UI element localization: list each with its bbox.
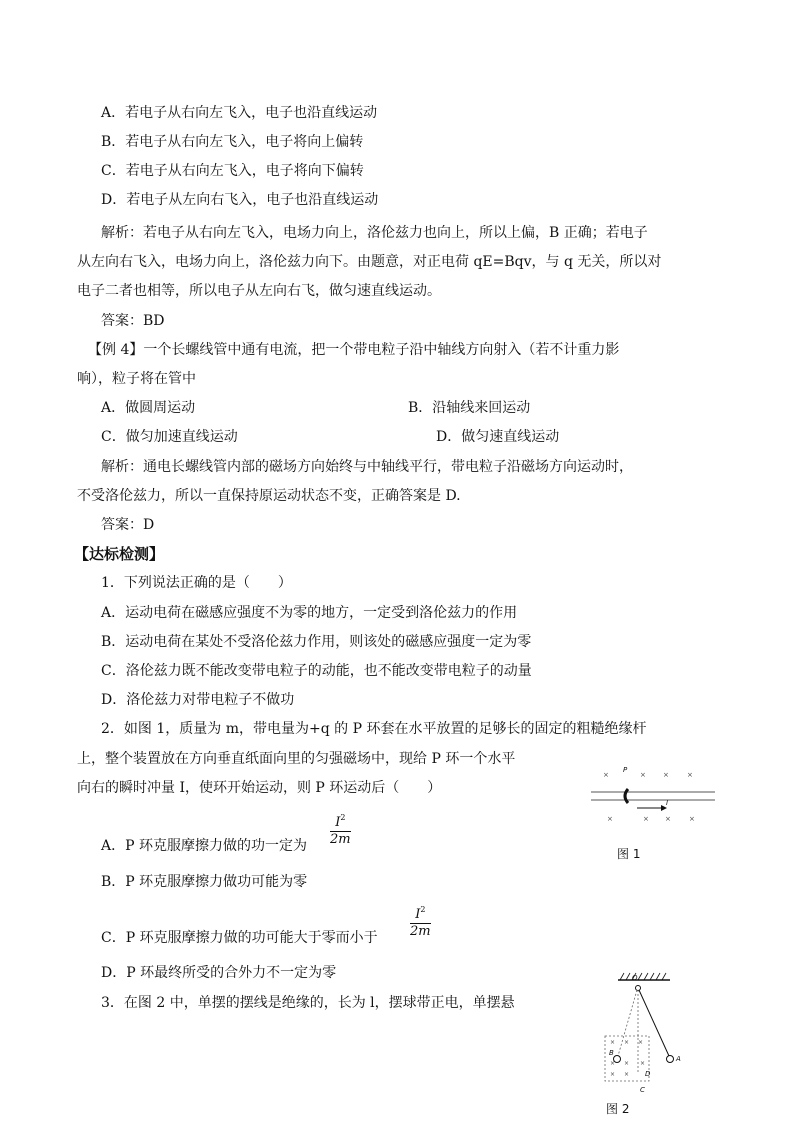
figure-1-caption: 图 1 — [617, 847, 641, 861]
option-a: A．若电子从右向左飞入，电子也沿直线运动 — [101, 105, 378, 121]
option-b: B．沿轴线来回运动 — [408, 400, 531, 416]
svg-text:×: × — [687, 771, 693, 779]
analysis-line: 解析：通电长螺线管内部的磁场方向始终与中轴线平行，带电粒子沿磁场方向运动时， — [101, 459, 633, 475]
option-c: C．做匀加速直线运动 — [101, 429, 238, 445]
figure-2-label-c: C — [640, 1086, 645, 1094]
answer-line: 答案：D — [101, 517, 155, 533]
section-title: 【达标检测】 — [74, 545, 165, 563]
figure-2-label-b: B — [609, 1049, 614, 1057]
option-b: B．若电子从右向左飞入，电子将向上偏转 — [101, 134, 364, 150]
fraction-i-squared-over-2m: $\frac{I^2}{2m}$ — [410, 902, 431, 940]
figure-2-diagram — [598, 972, 698, 1098]
figure-1-label-p: P — [623, 766, 628, 774]
figure-1-diagram — [585, 765, 720, 827]
option-d: D．做匀速直线运动 — [436, 429, 560, 445]
example-4-stem: 响），粒子将在管中 — [77, 371, 196, 387]
svg-text:×: × — [603, 771, 609, 779]
analysis-line: 不受洛伦兹力，所以一直保持原运动状态不变，正确答案是 D. — [77, 488, 461, 504]
question-2-stem: 2．如图 1，质量为 m，带电量为+q 的 P 环套在水平放置的足够长的固定的粗糙绝缘杆 — [101, 721, 647, 737]
svg-text:×: × — [610, 1060, 616, 1067]
option-d: D．P 环最终所受的合外力不一定为零 — [101, 965, 337, 981]
option-c: C．P 环克服摩擦力做的功可能大于零而小于 — [101, 930, 378, 946]
figure-2-label-o: O — [632, 974, 638, 982]
svg-text:×: × — [640, 1060, 646, 1067]
figure-2-label-a: A — [676, 1055, 681, 1063]
example-4-stem: 【例 4】一个长螺线管中通有电流，把一个带电粒子沿中轴线方向射入（若不计重力影 — [88, 342, 620, 358]
question-1-stem: 1．下列说法正确的是（ ） — [101, 575, 292, 591]
analysis-line: 电子二者也相等，所以电子从左向右飞，做匀速直线运动。 — [77, 283, 441, 299]
svg-text:×: × — [663, 771, 669, 779]
option-d: D．若电子从左向右飞入，电子也沿直线运动 — [101, 192, 379, 208]
option-c: C．若电子从右向左飞入，电子将向下偏转 — [101, 163, 364, 179]
figure-2-label-d: D — [645, 1070, 651, 1078]
svg-text:×: × — [610, 1071, 616, 1078]
option-d: D．洛伦兹力对带电粒子不做功 — [101, 692, 295, 708]
option-a: A．P 环克服摩擦力做的功一定为 — [101, 838, 307, 854]
figure-2-caption: 图 2 — [606, 1102, 630, 1116]
question-3-stem: 3．在图 2 中，单摆的摆线是绝缘的，长为 l，摆球带正电，单摆悬 — [101, 995, 515, 1011]
svg-text:×: × — [624, 1071, 630, 1078]
question-2-stem: 上，整个装置放在方向垂直纸面向里的匀强磁场中，现给 P 环一个水平 — [77, 751, 516, 767]
answer-line: 答案：BD — [101, 313, 165, 329]
svg-text:×: × — [665, 815, 671, 823]
figure-1-label-i: I — [666, 799, 669, 807]
svg-text:×: × — [610, 1039, 616, 1046]
svg-text:×: × — [689, 815, 695, 823]
svg-text:×: × — [624, 1060, 630, 1067]
svg-text:×: × — [640, 771, 646, 779]
analysis-line: 从左向右飞入，电场力向上，洛伦兹力向下。由题意，对正电荷 qE=Bqv，与 q 无关，所以对 — [77, 254, 662, 270]
analysis-line: 解析：若电子从右向左飞入，电场力向上，洛伦兹力也向上，所以上偏，B 正确；若电子 — [101, 225, 648, 241]
option-b: B．P 环克服摩擦力做功可能为零 — [101, 874, 308, 890]
option-a: A．做圆周运动 — [101, 400, 196, 416]
option-b: B．运动电荷在某处不受洛伦兹力作用，则该处的磁感应强度一定为零 — [101, 634, 532, 650]
svg-text:×: × — [607, 815, 613, 823]
svg-text:×: × — [624, 1039, 630, 1046]
question-2-stem: 向右的瞬时冲量 I，使环开始运动，则 P 环运动后（ ） — [77, 780, 442, 796]
svg-text:×: × — [638, 1039, 644, 1046]
option-c: C．洛伦兹力既不能改变带电粒子的动能，也不能改变带电粒子的动量 — [101, 663, 532, 679]
svg-text:×: × — [643, 815, 649, 823]
fraction-i-squared-over-2m: $\frac{I^2}{2m}$ — [330, 810, 351, 848]
option-a: A．运动电荷在磁感应强度不为零的地方，一定受到洛伦兹力的作用 — [101, 605, 518, 621]
